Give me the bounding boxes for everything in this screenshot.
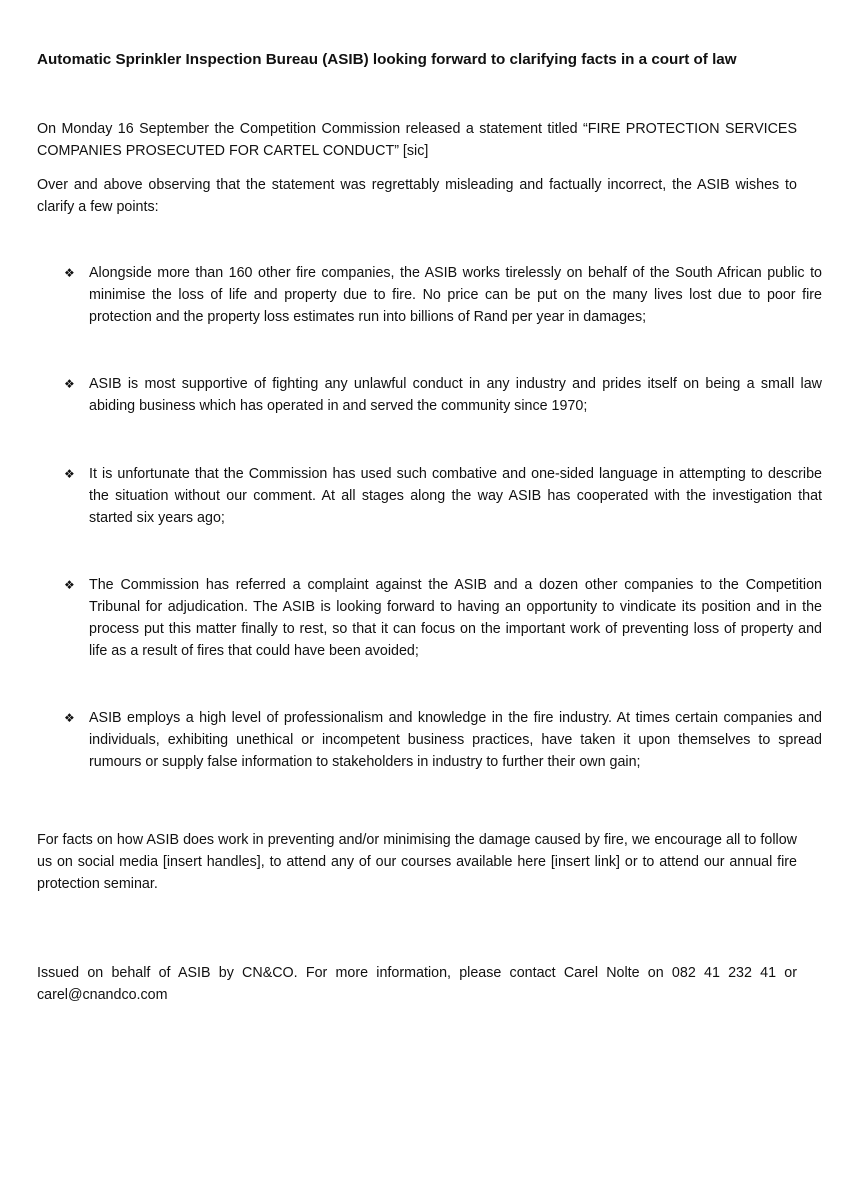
bullet-text: Alongside more than 160 other fire companies, the ASIB works tirelessly on behalf of the South African public to minimise the loss of life and property due to fire. No price can be put on the many lives lost due to poor fire protection and the property loss estimates run into billions of Rand per year in damages; (89, 265, 822, 325)
diamond-bullet-icon: ❖ (64, 266, 75, 280)
bullet-text: ASIB employs a high level of professionalism and knowledge in the fire industry. At times certain companies and individuals, exhibiting unethical or incompetent business practices, have taken it upon themselves to spread rumours or supply false information to stakeholders in industry to further their own gain; (89, 710, 822, 770)
diamond-bullet-icon: ❖ (64, 467, 75, 481)
diamond-bullet-icon: ❖ (64, 711, 75, 725)
diamond-bullet-icon: ❖ (64, 578, 75, 592)
bullet-text: ASIB is most supportive of fighting any unlawful conduct in any industry and prides itself on being a small law abiding business which has operated in and served the community since 1970; (89, 376, 822, 414)
bullet-text: The Commission has referred a complaint against the ASIB and a dozen other companies to the Competition Tribunal for adjudication. The ASIB is looking forward to having an opportunity to vindicate its position and in the process put this matter finally to rest, so that it can focus on the important work of preventing loss of property and life as a result of fires that could have been avoided; (89, 577, 822, 659)
diamond-bullet-icon: ❖ (64, 377, 75, 391)
intro-paragraph: On Monday 16 September the Competition Commission released a statement titled “FIRE PROTECTION SERVICES COMPANIES PROSECUTED FOR CARTEL CONDUCT” [sic] (37, 121, 797, 159)
document-title: Automatic Sprinkler Inspection Bureau (ASIB) looking forward to clarifying facts in a court of law (37, 51, 737, 68)
closing-paragraph: For facts on how ASIB does work in preventing and/or minimising the damage caused by fire, we encourage all to follow us on social media [insert handles], to attend any of our courses available here [insert link] or to attend our annual fire protection seminar. (37, 832, 797, 892)
bullet-text: It is unfortunate that the Commission has used such combative and one-sided language in attempting to describe the situation without our comment. At all stages along the way ASIB has cooperated with the investigation that started six years ago; (89, 466, 822, 526)
lead-paragraph: Over and above observing that the statement was regrettably misleading and factually incorrect, the ASIB wishes to clarify a few points: (37, 177, 797, 215)
contact-paragraph: Issued on behalf of ASIB by CN&CO. For more information, please contact Carel Nolte on 082 41 232 41 or carel@cnandco.com (37, 965, 797, 1003)
